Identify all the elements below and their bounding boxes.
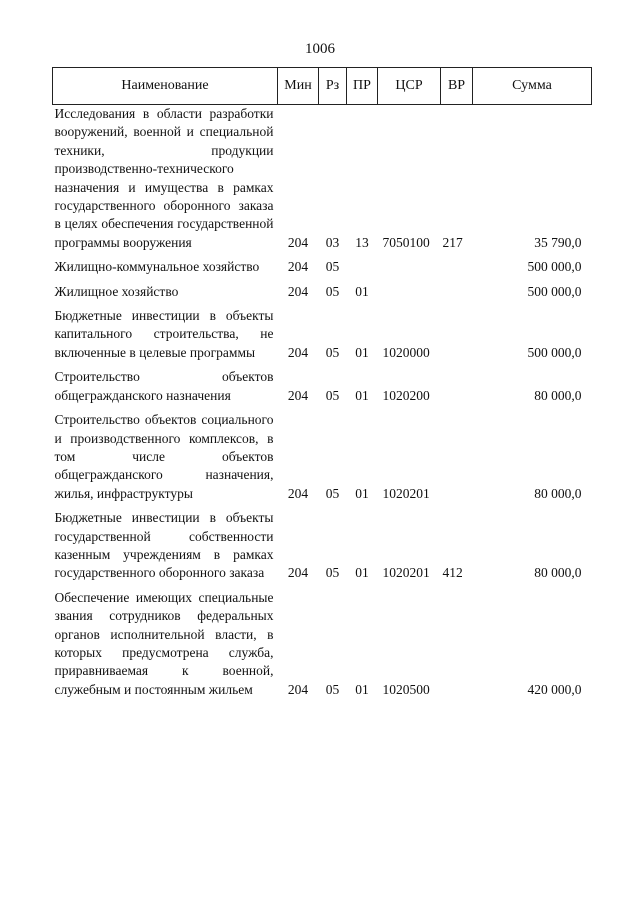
row-pr: 01 xyxy=(355,344,369,360)
row-rz: 05 xyxy=(325,485,340,501)
table-row xyxy=(53,283,592,301)
row-csr: 1020200 xyxy=(382,387,430,403)
row-name: Жилищно-коммунальное хозяйство xyxy=(54,259,260,275)
table-header-row xyxy=(53,68,592,105)
header-rz: Рз xyxy=(319,68,347,105)
row-min: 204 xyxy=(287,387,309,403)
row-min: 204 xyxy=(287,259,309,275)
row-name: Бюджетные инвестиции в объекты капитального строительства, не включенные в целевые программы xyxy=(54,308,274,360)
table-row xyxy=(53,509,592,583)
row-rz: 05 xyxy=(325,344,340,360)
row-sum: 80 000,0 xyxy=(534,485,582,501)
row-vr: 412 xyxy=(442,565,463,581)
row-sum: 80 000,0 xyxy=(534,387,582,403)
row-name: Жилищное хозяйство xyxy=(54,283,179,299)
row-sum: 35 790,0 xyxy=(534,234,582,250)
row-csr xyxy=(378,258,441,276)
table-row xyxy=(53,307,592,362)
header-min: Мин xyxy=(278,68,319,105)
table-row xyxy=(53,258,592,276)
row-name: Бюджетные инвестиции в объекты государственной собственности казенным учреждениям в рамках государственного оборонного заказа xyxy=(54,510,274,581)
row-pr: 01 xyxy=(355,565,369,581)
table-row xyxy=(53,589,592,699)
table-row xyxy=(53,105,592,253)
row-rz: 05 xyxy=(325,283,340,299)
row-vr xyxy=(441,368,473,405)
row-csr xyxy=(378,283,441,301)
row-vr: 217 xyxy=(442,234,463,250)
row-csr: 1020201 xyxy=(382,485,430,501)
row-rz: 05 xyxy=(325,565,340,581)
row-vr xyxy=(441,589,473,699)
row-sum: 420 000,0 xyxy=(527,681,582,697)
page-number: 1006 xyxy=(305,41,335,57)
row-vr xyxy=(441,258,473,276)
row-csr: 1020000 xyxy=(382,344,430,360)
header-csr: ЦСР xyxy=(378,68,441,105)
row-rz: 03 xyxy=(325,234,340,250)
row-csr: 1020201 xyxy=(382,565,430,581)
row-name: Исследования в области разработки вооружений, военной и специальной техники, продукции производственно-технического назначения и имущества в рамках государственного оборонного заказа в целях обеспечения государственной программы вооружения xyxy=(54,106,274,250)
row-sum: 500 000,0 xyxy=(527,259,582,275)
table-row xyxy=(53,411,592,503)
row-pr: 01 xyxy=(355,387,369,403)
row-min: 204 xyxy=(287,485,309,501)
row-pr: 13 xyxy=(355,234,369,250)
row-rz: 05 xyxy=(325,681,340,697)
row-sum: 500 000,0 xyxy=(527,283,582,299)
row-name: Строительство объектов общегражданского назначения xyxy=(54,369,274,403)
row-min: 204 xyxy=(287,344,309,360)
row-rz: 05 xyxy=(325,259,340,275)
row-pr: 01 xyxy=(355,485,369,501)
row-pr xyxy=(347,258,378,276)
row-min: 204 xyxy=(287,681,309,697)
budget-table xyxy=(52,67,592,699)
row-name: Строительство объектов социального и производственного комплексов, в том числе объектов общегражданского назначения, жилья, инфраструктуры xyxy=(54,412,274,501)
row-sum: 80 000,0 xyxy=(534,565,582,581)
header-name: Наименование xyxy=(53,68,278,105)
row-min: 204 xyxy=(287,234,309,250)
header-vr: ВР xyxy=(441,68,473,105)
header-sum: Сумма xyxy=(473,68,592,105)
row-csr: 1020500 xyxy=(382,681,430,697)
row-vr xyxy=(441,283,473,301)
row-csr: 7050100 xyxy=(382,234,430,250)
row-pr: 01 xyxy=(355,681,369,697)
row-vr xyxy=(441,411,473,503)
table-row xyxy=(53,368,592,405)
row-min: 204 xyxy=(287,565,309,581)
row-rz: 05 xyxy=(325,387,340,403)
row-vr xyxy=(441,307,473,362)
row-name: Обеспечение имеющих специальные звания сотрудников федеральных органов исполнительной власти, в которых предусмотрена служба, приравниваемая к военной, служебным и постоянным жильем xyxy=(54,589,274,697)
row-sum: 500 000,0 xyxy=(527,344,582,360)
header-pr: ПР xyxy=(347,68,378,105)
row-pr: 01 xyxy=(355,283,369,299)
row-min: 204 xyxy=(287,283,309,299)
